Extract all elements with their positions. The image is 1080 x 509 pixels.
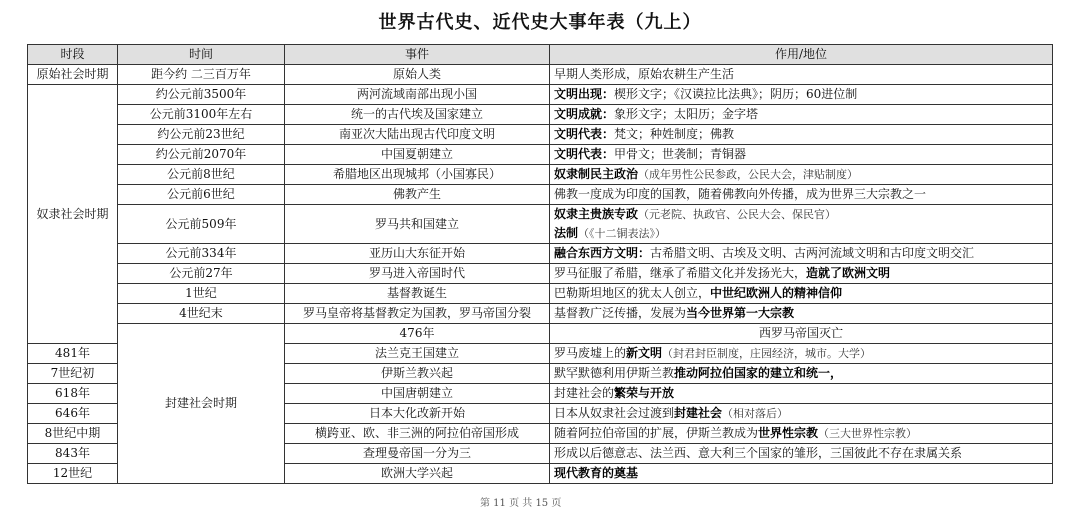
event-cell: 中国夏朝建立 xyxy=(285,145,550,165)
table-row xyxy=(28,205,1053,244)
effect-cell: 基督教广泛传播，发展为当今世界第一大宗教 xyxy=(550,304,1053,324)
time-cell: 8世纪中期 xyxy=(28,424,118,444)
table-row xyxy=(28,284,1053,304)
table-row xyxy=(28,65,1053,85)
effect-cell: 文明代表：甲骨文；世袭制；青铜器 xyxy=(550,145,1053,165)
time-cell: 公元前3100年左右 xyxy=(118,105,285,125)
header-period: 时段 xyxy=(28,45,118,65)
event-cell: 统一的古代埃及国家建立 xyxy=(285,105,550,125)
time-cell: 646年 xyxy=(28,404,118,424)
effect-line-2: 法制（《十二铜表法》） xyxy=(554,226,667,240)
time-cell: 618年 xyxy=(28,384,118,404)
time-cell: 约公元前23世纪 xyxy=(118,125,285,145)
event-cell: 两河流域南部出现小国 xyxy=(285,85,550,105)
effect-cell: 现代教育的奠基 xyxy=(550,464,1053,484)
time-cell: 公元前6世纪 xyxy=(118,185,285,205)
table-row xyxy=(28,324,1053,344)
effect-cell: 形成以后德意志、法兰西、意大利三个国家的雏形，三国彼此不存在隶属关系 xyxy=(550,444,1053,464)
effect-cell: 文明成就：象形文字；太阳历；金字塔 xyxy=(550,105,1053,125)
table-row xyxy=(28,244,1053,264)
events-table xyxy=(27,44,1053,484)
effect-cell: 默罕默德利用伊斯兰教推动阿拉伯国家的建立和统一， xyxy=(550,364,1053,384)
effect-cell: 佛教一度成为印度的国教，随着佛教向外传播，成为世界三大宗教之一 xyxy=(550,185,1053,205)
table-row xyxy=(28,185,1053,205)
header-time: 时间 xyxy=(118,45,285,65)
time-cell: 约公元前2070年 xyxy=(118,145,285,165)
effect-cell: 文明出现：楔形文字；《汉谟拉比法典》；阴历；60进位制 xyxy=(550,85,1053,105)
event-cell: 亚历山大东征开始 xyxy=(285,244,550,264)
page-footer: 第 11 页 共 15 页 xyxy=(480,498,562,509)
event-cell: 西罗马帝国灭亡 xyxy=(550,324,1053,344)
effect-cell: 早期人类形成，原始农耕生产生活 xyxy=(550,65,1053,85)
effect-cell: 罗马征服了希腊，继承了希腊文化并发扬光大，造就了欧洲文明 xyxy=(550,264,1053,284)
time-cell: 约公元前3500年 xyxy=(118,85,285,105)
time-cell: 公元前27年 xyxy=(118,264,285,284)
effect-cell: 罗马废墟上的新文明（封君封臣制度，庄园经济，城市。大学） xyxy=(550,344,1053,364)
event-cell: 原始人类 xyxy=(285,65,550,85)
table-row xyxy=(28,304,1053,324)
time-cell: 公元前8世纪 xyxy=(118,165,285,185)
table-row xyxy=(28,125,1053,145)
event-cell: 日本大化改新开始 xyxy=(285,404,550,424)
event-cell: 罗马进入帝国时代 xyxy=(285,264,550,284)
period-cell-slave: 奴隶社会时期 xyxy=(28,85,118,344)
event-cell: 查理曼帝国一分为三 xyxy=(285,444,550,464)
time-cell: 843年 xyxy=(28,444,118,464)
event-cell: 横跨亚、欧、非三洲的阿拉伯帝国形成 xyxy=(285,424,550,444)
effect-cell: 奴隶制民主政治（成年男性公民参政，公民大会，津贴制度） xyxy=(550,165,1053,185)
time-cell: 公元前509年 xyxy=(118,205,285,244)
event-cell: 法兰克王国建立 xyxy=(285,344,550,364)
effect-cell: 融合东西方文明：古希腊文明、古埃及文明、古两河流域文明和古印度文明交汇 xyxy=(550,244,1053,264)
table-header-row xyxy=(28,45,1053,65)
period-cell-primitive: 原始社会时期 xyxy=(28,65,118,85)
effect-cell: 文明代表：梵文；种姓制度；佛教 xyxy=(550,125,1053,145)
effect-cell: 巴勒斯坦地区的犹太人创立，中世纪欧洲人的精神信仰 xyxy=(550,284,1053,304)
time-cell: 公元前334年 xyxy=(118,244,285,264)
page-title: 世界古代史、近代史大事年表（九上） xyxy=(378,12,702,33)
table-row xyxy=(28,105,1053,125)
event-cell: 基督教诞生 xyxy=(285,284,550,304)
time-cell: 1世纪 xyxy=(118,284,285,304)
time-cell: 12世纪 xyxy=(28,464,118,484)
event-cell: 罗马共和国建立 xyxy=(285,205,550,244)
event-cell: 中国唐朝建立 xyxy=(285,384,550,404)
table-row xyxy=(28,145,1053,165)
header-event: 事件 xyxy=(285,45,550,65)
effect-cell: 随着阿拉伯帝国的扩展，伊斯兰教成为世界性宗教（三大世界性宗教） xyxy=(550,424,1053,444)
table-row xyxy=(28,264,1053,284)
period-cell-feudal: 封建社会时期 xyxy=(118,324,285,484)
time-cell: 7世纪初 xyxy=(28,364,118,384)
time-cell: 距今约 二三百万年 xyxy=(118,65,285,85)
table-row xyxy=(28,85,1053,105)
event-cell: 佛教产生 xyxy=(285,185,550,205)
time-cell: 476年 xyxy=(285,324,550,344)
time-cell: 481年 xyxy=(28,344,118,364)
event-cell: 欧洲大学兴起 xyxy=(285,464,550,484)
event-cell: 罗马皇帝将基督教定为国教，罗马帝国分裂 xyxy=(285,304,550,324)
time-cell: 4世纪末 xyxy=(118,304,285,324)
effect-cell xyxy=(550,205,1053,244)
effect-cell: 封建社会的繁荣与开放 xyxy=(550,384,1053,404)
effect-cell: 日本从奴隶社会过渡到封建社会（相对落后） xyxy=(550,404,1053,424)
table-row xyxy=(28,165,1053,185)
header-effect: 作用/地位 xyxy=(550,45,1053,65)
event-cell: 希腊地区出现城邦（小国寡民） xyxy=(285,165,550,185)
effect-line-1: 奴隶主贵族专政（元老院、执政官、公民大会、保民官） xyxy=(554,207,837,221)
event-cell: 伊斯兰教兴起 xyxy=(285,364,550,384)
event-cell: 南亚次大陆出现古代印度文明 xyxy=(285,125,550,145)
